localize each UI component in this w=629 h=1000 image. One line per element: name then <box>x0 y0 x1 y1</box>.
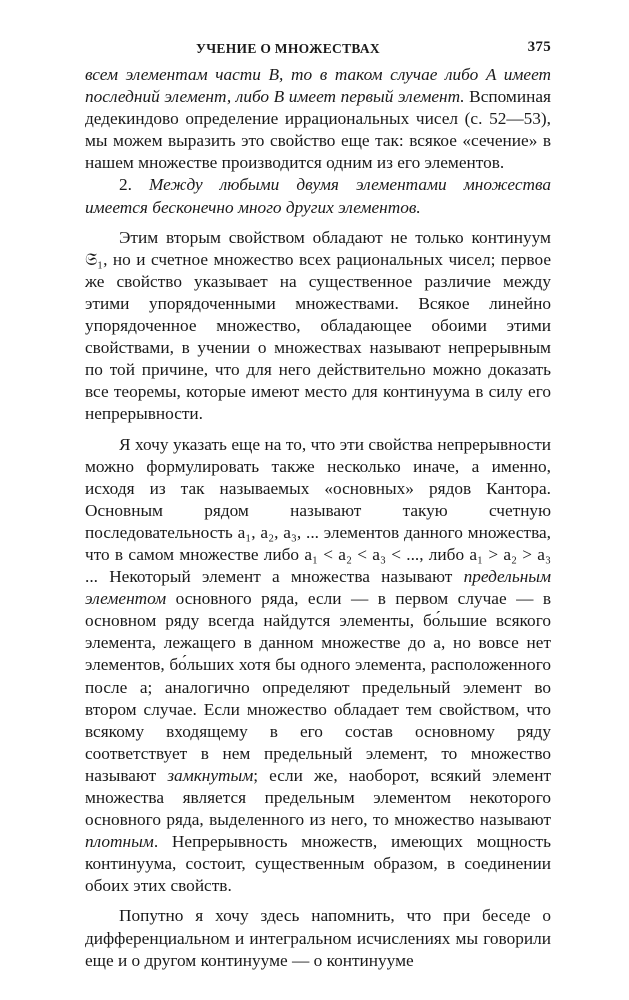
paragraph-text: Вспоминая дедекиндово определение иррациональных чисел (с. 52—53), мы можем выразить это свойство еще так: всякое «сечение» в нашем множестве производится одним из его элементов. <box>85 87 551 173</box>
paragraph-1 <box>85 64 551 174</box>
book-page <box>85 38 551 972</box>
paragraph-text: ; если же, наоборот, всякий элемент множества является предельным элементом некоторого основного ряда, выделенного из него, то множество называют <box>85 765 551 830</box>
term-dense: плотным <box>85 832 154 852</box>
paragraph-text: Попутно я хочу здесь напомнить, что при беседе о дифференциальном и интегральном исчислениях мы говорили еще и о другом континууме — о континууме <box>85 906 551 970</box>
paragraph-text: Этим вторым свойством обладают не только континуум 𝔖₁, но и счетное множество всех рациональных чисел; первое же свойство указывает на существенное различие между этими упорядоченными множествами. Всякое линейно упорядоченное множество, обладающее обоими этими свойствами, в учении о множествах называют непрерывным по той причине, что для него действительно можно доказать все теоремы, которые имеют место для континуума в силу его непрерывности. <box>85 227 551 424</box>
page-number: 375 <box>527 39 551 55</box>
paragraph-text: основного ряда, если — в первом случае — в основном ряду всегда найдутся элементы, бо́льшие всякого элемента, лежащего в данном множестве до a, но вовсе нет элементов, бо́льших хотя бы одного элемента, расположенного после a; аналогично определяют предельный элемент во втором случае. Если множество обладает тем свойством, что всякому входящему в его состав основному ряду соответствует в нем предельный элемент, то множество называют <box>85 589 551 785</box>
term-limit-element: предельным элементом <box>85 567 551 609</box>
paragraph-text: . Непрерывность множеств, имеющих мощность континуума, состоит, существенным образом, в соединении обоих этих свойств. <box>85 832 551 896</box>
paragraph-text: Я хочу указать еще на то, что эти свойства непрерывности можно формулировать также несколько иначе, а именно, исходя из так называемых «основных» рядов Кантора. Основным рядом называют такую счетную последовательность a₁, a₂, a₃, ... элементов данного множества, что в самом множестве либо a₁ < a₂ < a₃ < ..., либо a₁ > a₂ > a₃ ... Некоторый элемент a множества называют <box>85 434 551 587</box>
running-head: УЧЕНИЕ О МНОЖЕСТВАХ <box>196 41 380 56</box>
paragraph-4 <box>85 434 551 898</box>
paragraph-3 <box>85 227 551 426</box>
page-header <box>85 38 551 64</box>
paragraph-text-italic: всем элементам части B, то в таком случае либо A имеет последний элемент, либо B имеет первый элемент. <box>85 65 551 107</box>
paragraph-text-italic: Между любыми двумя элементами множества имеется бесконечно много других элементов. <box>85 175 551 217</box>
paragraph-2 <box>85 174 551 218</box>
paragraph-5 <box>85 905 551 971</box>
term-closed: замкнутым <box>167 765 254 785</box>
body-text <box>85 64 551 972</box>
item-number: 2. <box>119 175 150 195</box>
